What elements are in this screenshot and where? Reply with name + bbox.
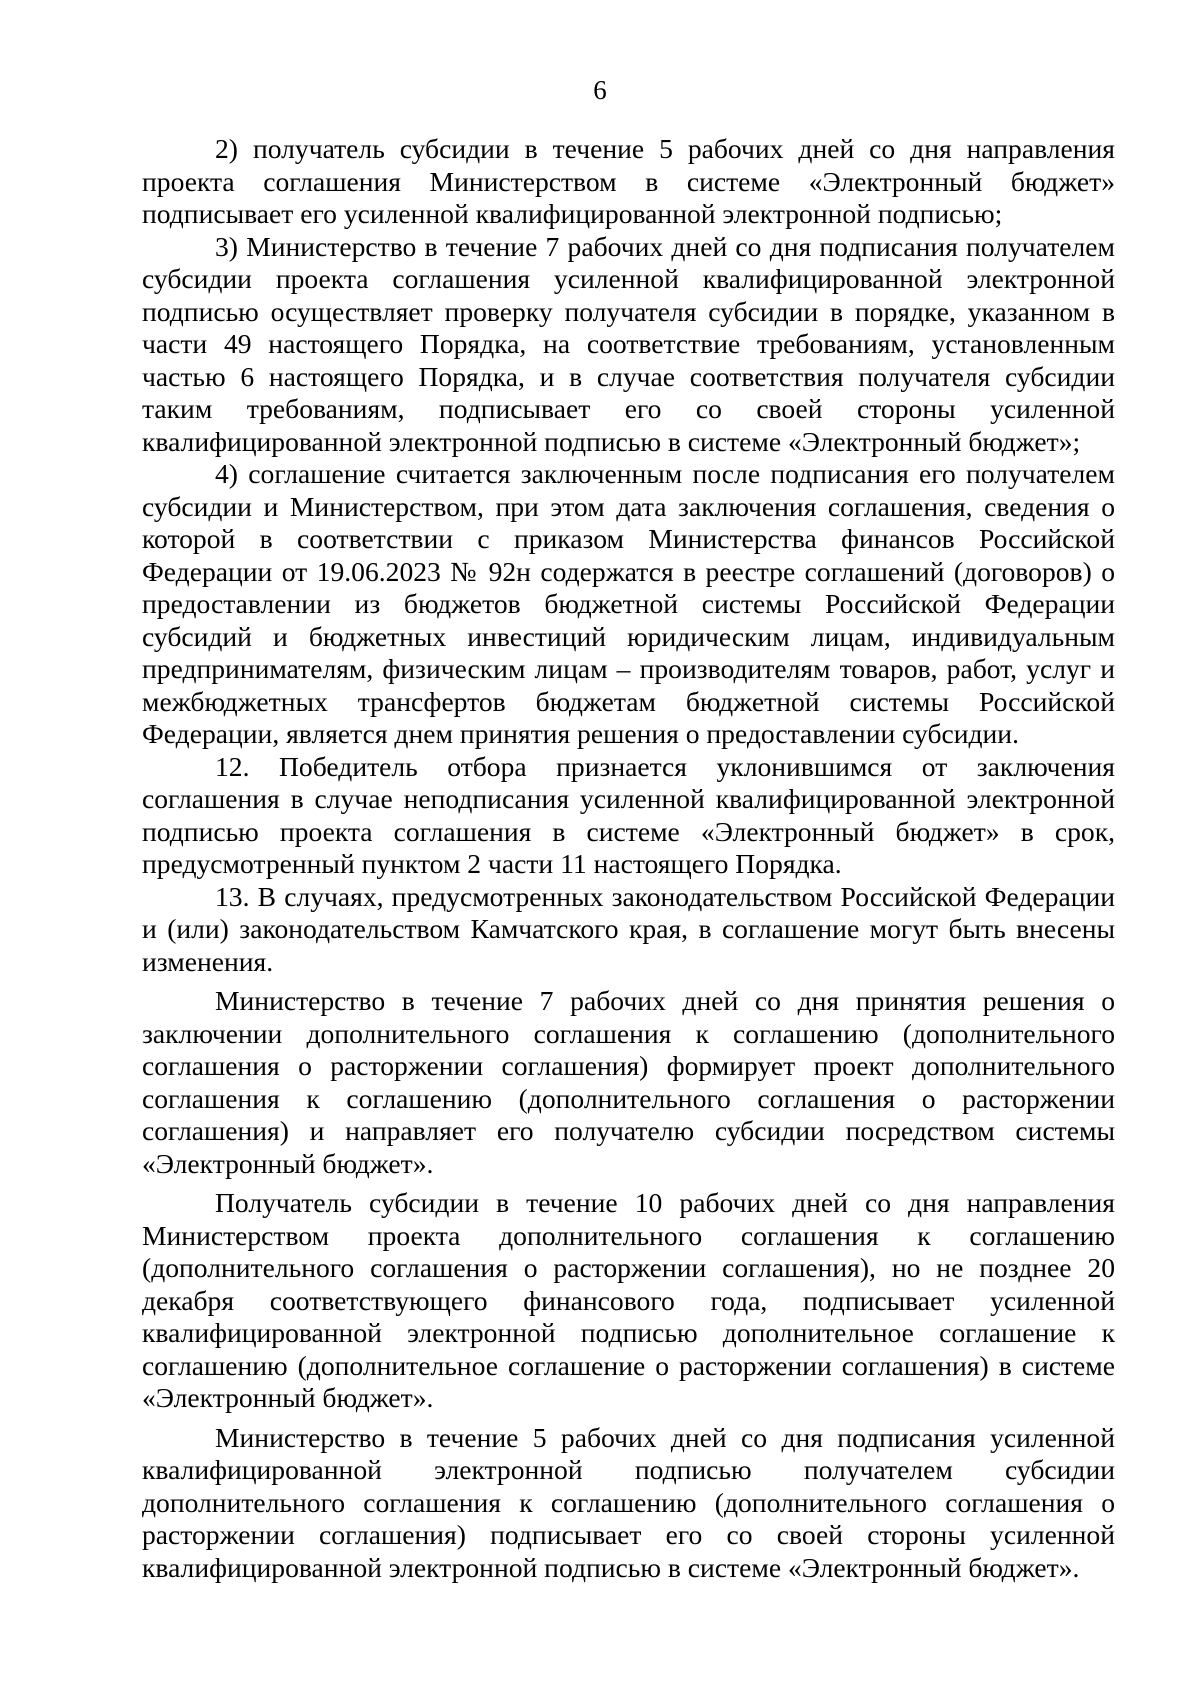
- paragraph-ministry-draft: Министерство в течение 7 рабочих дней со дня принятия решения о заключении дополнительного соглашения к соглашению (дополнительного соглашения о расторжении соглашения) формирует проект дополнительного соглашения к соглашению (дополнительного соглашения о расторжении соглашения) и направляет его получателю субсидии посредством системы «Электронный бюджет».: [142, 985, 1115, 1179]
- paragraph-recipient-signing: Получатель субсидии в течение 10 рабочих дней со дня направления Министерством проекта дополнительного соглашения к соглашению (дополнительного соглашения о расторжении соглашения), но не позднее 20 декабря соответствующего финансового года, подписывает усиленной квалифицированной электронной подписью дополнительное соглашение к соглашению (дополнительное соглашение о расторжении соглашения) в системе «Электронный бюджет».: [142, 1187, 1115, 1413]
- paragraph-item-2: 2) получатель субсидии в течение 5 рабочих дней со дня направления проекта соглашения Министерством в системе «Электронный бюджет» подписывает его усиленной квалифицированной электронной подписью;: [142, 133, 1115, 229]
- paragraph-item-4: 4) соглашение считается заключенным после подписания его получателем субсидии и Министерством, при этом дата заключения соглашения, сведения о которой в соответствии с приказом Министерства финансов Российской Федерации от 19.06.2023 № 92н содержатся в реестре соглашений (договоров) о предоставлении из бюджетов бюджетной системы Российской Федерации субсидий и бюджетных инвестиций юридическим лицам, индивидуальным предпринимателям, физическим лицам – производителям товаров, работ, услуг и межбюджетных трансфертов бюджетам бюджетной системы Российской Федерации, является днем принятия решения о предоставлении субсидии.: [142, 458, 1115, 749]
- paragraph-section-12: 12. Победитель отбора признается уклонившимся от заключения соглашения в случае неподписания усиленной квалифицированной электронной подписью проекта соглашения в системе «Электронный бюджет» в срок, предусмотренный пунктом 2 части 11 настоящего Порядка.: [142, 750, 1115, 879]
- paragraph-ministry-signing: Министерство в течение 5 рабочих дней со дня подписания усиленной квалифицированной электронной подписью получателем субсидии дополнительного соглашения к соглашению (дополнительного соглашения о расторжении соглашения) подписывает его со своей стороны усиленной квалифицированной электронной подписью в системе «Электронный бюджет».: [142, 1421, 1115, 1583]
- paragraph-item-3: 3) Министерство в течение 7 рабочих дней со дня подписания получателем субсидии проекта соглашения усиленной квалифицированной электронной подписью осуществляет проверку получателя субсидии в порядке, указанном в части 49 настоящего Порядка, на соответствие требованиям, установленным частью 6 настоящего Порядка, и в случае соответствия получателя субсидии таким требованиям, подписывает его со своей стороны усиленной квалифицированной электронной подписью в системе «Электронный бюджет»;: [142, 230, 1115, 457]
- document-body: [142, 133, 1115, 1584]
- page-number: 6: [593, 75, 607, 105]
- paragraph-section-13: 13. В случаях, предусмотренных законодательством Российской Федерации и (или) законодательством Камчатского края, в соглашение могут быть внесены изменения.: [142, 880, 1115, 977]
